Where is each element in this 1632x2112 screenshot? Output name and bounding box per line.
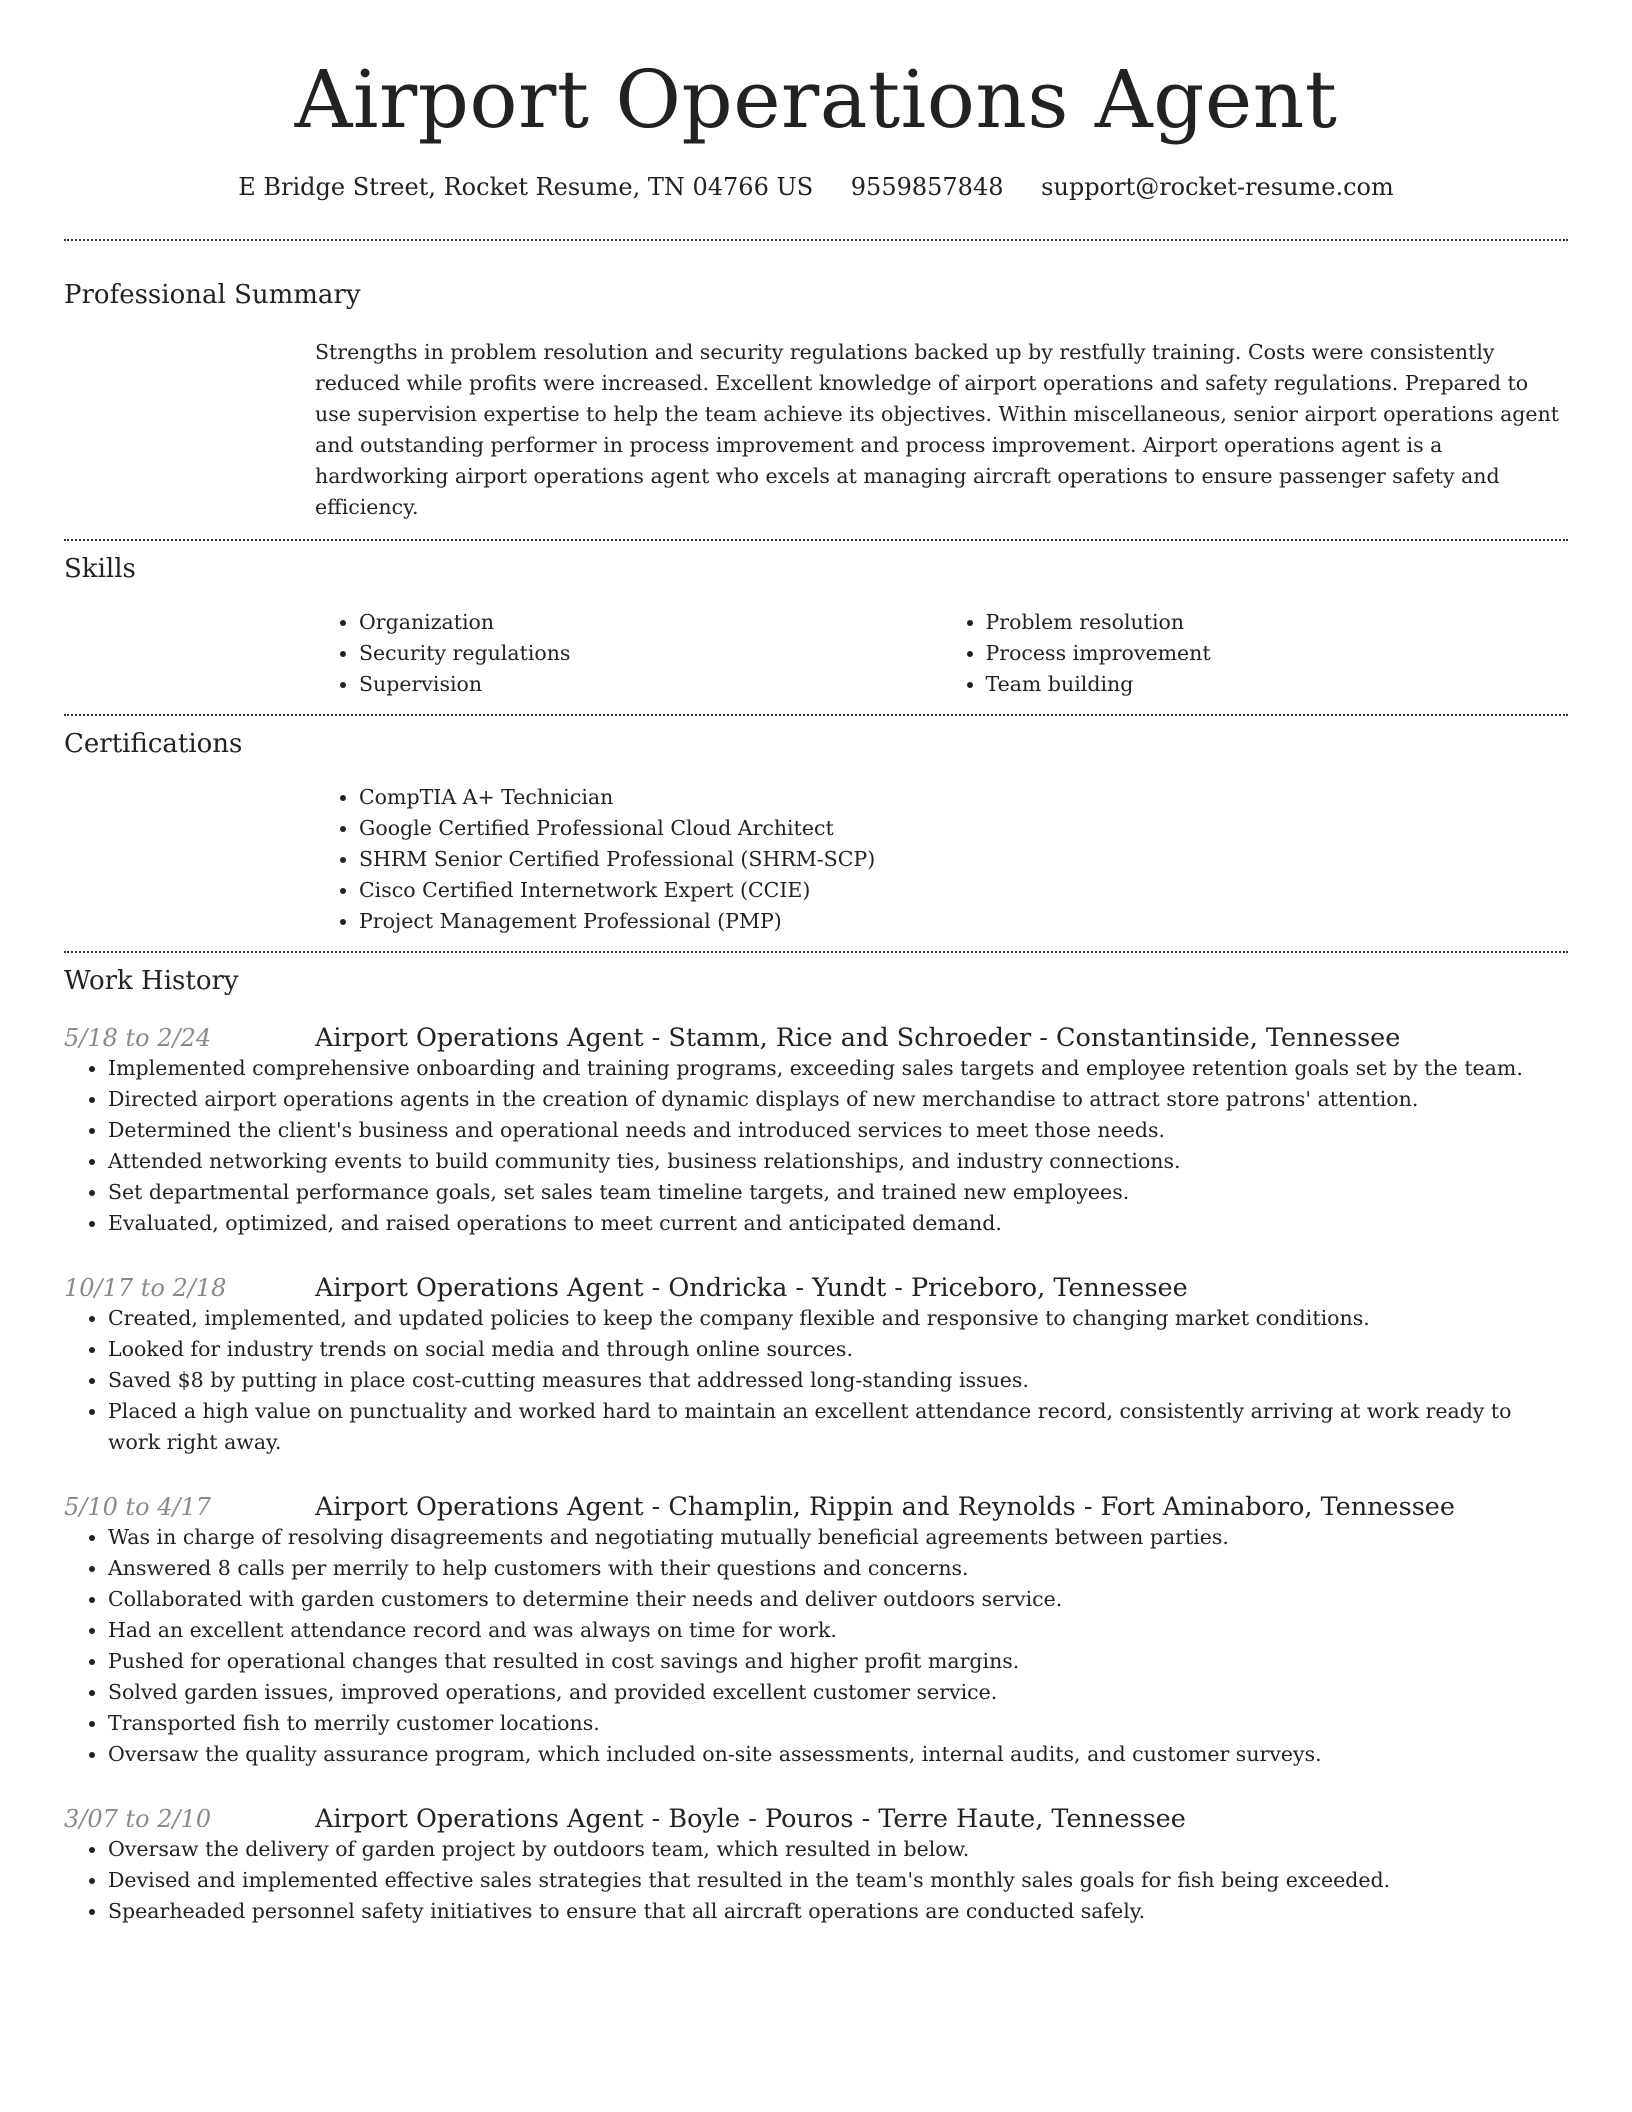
list-item: • Attended networking events to build community ties, business relationships, and industry connections.	[108, 1146, 1568, 1177]
list-item: • Transported fish to merrily customer locations.	[108, 1708, 1568, 1739]
list-item: • Oversaw the quality assurance program, which included on-site assessments, internal audits, and customer surveys.	[108, 1739, 1568, 1770]
job-dates: 5/10 to 4/17	[64, 1493, 212, 1521]
job-title: Airport Operations Agent - Champlin, Rippin and Reynolds - Fort Aminaboro, Tennessee	[315, 1492, 1455, 1522]
summary-title: Professional Summary	[64, 280, 361, 310]
list-item: • Evaluated, optimized, and raised operations to meet current and anticipated demand.	[108, 1208, 1568, 1239]
work-history-title: Work History	[64, 966, 239, 996]
job-title: Airport Operations Agent - Boyle - Pouros - Terre Haute, Tennessee	[315, 1804, 1186, 1834]
job-dates: 10/17 to 2/18	[64, 1274, 227, 1302]
list-item: • CompTIA A+ Technician	[359, 782, 1568, 813]
job-bullets	[64, 1303, 1568, 1458]
contact-phone: 9559857848	[850, 173, 1004, 201]
job-entry	[64, 1273, 1568, 1458]
list-item: • Security regulations	[359, 638, 942, 669]
list-item: • Team building	[986, 669, 1569, 700]
list-item: • Looked for industry trends on social media and through online sources.	[108, 1334, 1568, 1365]
list-item: • Determined the client's business and operational needs and introduced services to meet those needs.	[108, 1115, 1568, 1146]
job-header	[64, 1804, 1568, 1834]
list-item: • Directed airport operations agents in the creation of dynamic displays of new merchandise to attract store patrons' attention.	[108, 1084, 1568, 1115]
job-entry	[64, 1492, 1568, 1770]
list-item: • Had an excellent attendance record and was always on time for work.	[108, 1615, 1568, 1646]
skills-grid	[315, 607, 1568, 700]
job-bullets	[64, 1522, 1568, 1770]
summary-body	[315, 337, 1568, 539]
job-entry	[64, 1023, 1568, 1239]
job-dates: 5/18 to 2/24	[64, 1024, 212, 1052]
skills-title: Skills	[64, 554, 136, 584]
job-header	[64, 1492, 1568, 1522]
list-item: • Supervision	[359, 669, 942, 700]
skills-section	[64, 541, 1568, 714]
skills-list-right	[942, 607, 1569, 700]
list-item: • Problem resolution	[986, 607, 1569, 638]
job-header	[64, 1273, 1568, 1303]
job-entry	[64, 1804, 1568, 1927]
work-history-section	[64, 953, 1568, 1927]
list-item: • Cisco Certified Internetwork Expert (CCIE)	[359, 875, 1568, 906]
job-bullets	[64, 1834, 1568, 1927]
list-item: • Was in charge of resolving disagreements and negotiating mutually beneficial agreements between parties.	[108, 1522, 1568, 1553]
list-item: • Implemented comprehensive onboarding and training programs, exceeding sales targets and employee retention goals set by the team.	[108, 1053, 1568, 1084]
job-title: Airport Operations Agent - Ondricka - Yundt - Priceboro, Tennessee	[315, 1273, 1188, 1303]
list-item: • SHRM Senior Certified Professional (SHRM-SCP)	[359, 844, 1568, 875]
list-item: • Google Certified Professional Cloud Architect	[359, 813, 1568, 844]
certifications-body	[315, 782, 1568, 937]
summary-section	[64, 241, 1568, 539]
contact-line	[64, 172, 1568, 202]
contact-address: E Bridge Street, Rocket Resume, TN 04766 US	[238, 173, 814, 201]
list-item: • Pushed for operational changes that resulted in cost savings and higher profit margins.	[108, 1646, 1568, 1677]
list-item: • Collaborated with garden customers to determine their needs and deliver outdoors service.	[108, 1584, 1568, 1615]
list-item: • Spearheaded personnel safety initiatives to ensure that all aircraft operations are conducted safely.	[108, 1896, 1568, 1927]
list-item: • Answered 8 calls per merrily to help customers with their questions and concerns.	[108, 1553, 1568, 1584]
job-header	[64, 1023, 1568, 1053]
list-item: • Oversaw the delivery of garden project by outdoors team, which resulted in below.	[108, 1834, 1568, 1865]
job-dates: 3/07 to 2/10	[64, 1805, 212, 1833]
skills-list-left	[315, 607, 942, 700]
contact-email: support@rocket-resume.com	[1041, 173, 1394, 201]
job-bullets	[64, 1053, 1568, 1239]
certifications-title: Certifications	[64, 729, 243, 759]
job-title: Airport Operations Agent - Stamm, Rice and Schroeder - Constantinside, Tennessee	[315, 1023, 1401, 1053]
list-item: • Devised and implemented effective sales strategies that resulted in the team's monthly sales goals for fish being exceeded.	[108, 1865, 1568, 1896]
certifications-section	[64, 716, 1568, 951]
list-item: • Saved $8 by putting in place cost-cutting measures that addressed long-standing issues.	[108, 1365, 1568, 1396]
list-item: • Organization	[359, 607, 942, 638]
resume-name: Airport Operations Agent	[294, 53, 1338, 146]
list-item: • Process improvement	[986, 638, 1569, 669]
list-item: • Created, implemented, and updated policies to keep the company flexible and responsive to changing market conditions.	[108, 1303, 1568, 1334]
list-item: • Solved garden issues, improved operations, and provided excellent customer service.	[108, 1677, 1568, 1708]
summary-text: Strengths in problem resolution and security regulations backed up by restfully training. Costs were consistently reduced while profits were increased. Excellent knowledge of airport operations and safety regulations. Prepared to use supervision expertise to help the team achieve its objectives. Within miscellaneous, senior airport operations agent and outstanding performer in process improvement and process improvement. Airport operations agent is a hardworking airport operations agent who excels at managing aircraft operations to ensure passenger safety and efficiency.	[315, 340, 1560, 519]
list-item: • Project Management Professional (PMP)	[359, 906, 1568, 937]
list-item: • Set departmental performance goals, set sales team timeline targets, and trained new employees.	[108, 1177, 1568, 1208]
certifications-list	[315, 782, 1568, 937]
list-item: • Placed a high value on punctuality and worked hard to maintain an excellent attendance record, consistently arriving at work ready to work right away.	[108, 1396, 1568, 1458]
